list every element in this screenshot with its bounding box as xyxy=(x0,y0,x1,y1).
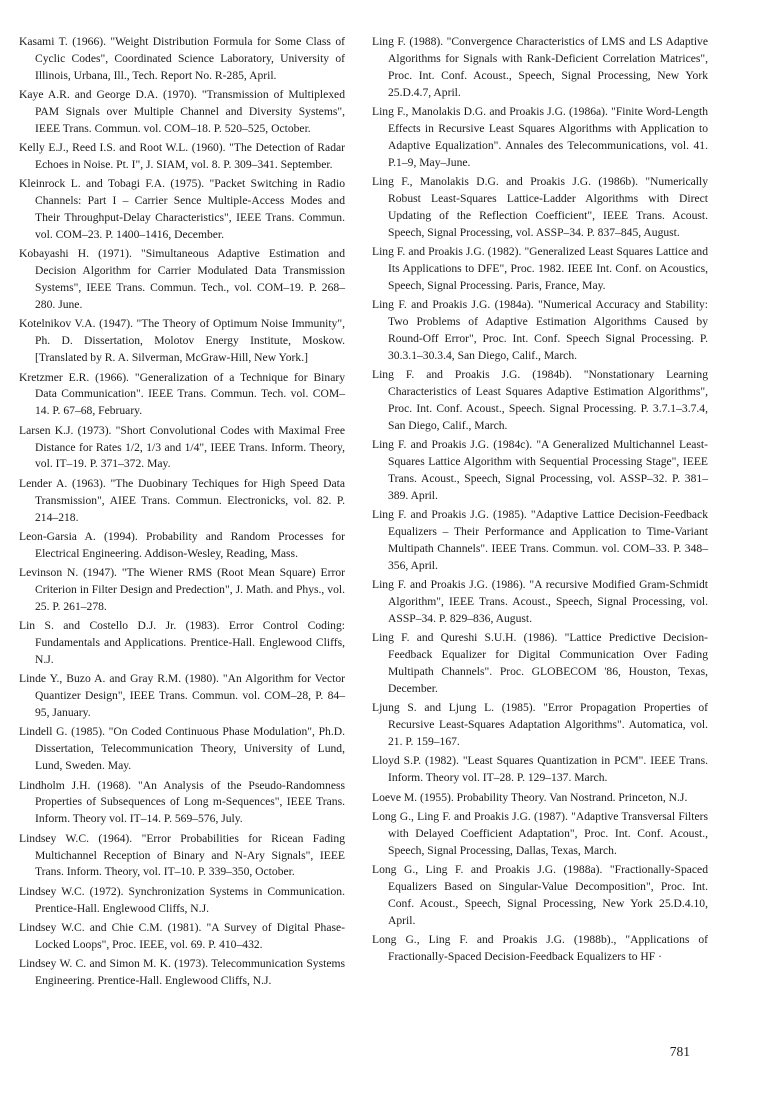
reference-entry: Lin S. and Costello D.J. Jr. (1983). Error Control Coding: Fundamentals and Applications. Prentice-Hall. Englewood Cliffs, N.J. xyxy=(19,619,345,667)
reference-column-right xyxy=(372,34,708,968)
reference-entry: Kleinrock L. and Tobagi F.A. (1975). "Packet Switching in Radio Channels: Part I – Carrier Sence Multiple-Access Modes and Their Throughput-Delay Characteristics", IEEE Trans. Commun. vol. COM–23. P. 1400–1416, December. xyxy=(19,177,345,242)
reference-entry: Loeve M. (1955). Probability Theory. Van Nostrand. Princeton, N.J. xyxy=(372,790,688,804)
reference-entry: Long G., Ling F. and Proakis J.G. (1988a). "Fractionally-Spaced Equalizers Based on Singular-Value Decomposition", Proc. Int. Conf. Acoust., Speech, Signal Processing, New York 25.D.4.10, April. xyxy=(372,863,708,927)
reference-entry: Lender A. (1963). "The Duobinary Techiques for High Speed Data Transmission", AIEE Trans. Commun. Electronicks, vol. 82. P. 214–218. xyxy=(19,476,345,524)
reference-entry: Kotelnikov V.A. (1947). "The Theory of Optimum Noise Immunity", Ph. D. Dissertation, Molotov Energy Institute, Moskow. [Translated by R. A. Silverman, McGraw-Hill, New York.] xyxy=(19,317,345,365)
reference-entry: Lindholm J.H. (1968). "An Analysis of the Pseudo-Randomness Properties of Subsequences of Long m-Sequences", IEEE Trans. Inform. Theory vol. IT–14. P. 569–576, July. xyxy=(19,778,345,826)
reference-entry: Linde Y., Buzo A. and Gray R.M. (1980). "An Algorithm for Vector Quantizer Design", IEEE Trans. Commun. vol. COM–28, P. 84–95, January. xyxy=(19,672,345,720)
reference-entry: Lindsey W.C. (1964). "Error Probabilities for Ricean Fading Multichannel Reception of Binary and N-Ary Signals", IEEE Trans. Inform. Theory, vol. IT–10. P. 339–350, October. xyxy=(19,831,345,879)
reference-entry: Lloyd S.P. (1982). "Least Squares Quantization in PCM". IEEE Trans. Inform. Theory vol. IT–28. P. 129–137. March. xyxy=(372,754,708,785)
reference-entry: Lindell G. (1985). "On Coded Continuous Phase Modulation", Ph.D. Dissertation, Telecommunication Theory, University of Lund, Lund, Sweden. May. xyxy=(19,725,345,773)
reference-entry: Kretzmer E.R. (1966). "Generalization of a Technique for Binary Data Communication". IEEE Trans. Commun. Tech. vol. COM–14. P. 67–68, February. xyxy=(19,370,345,418)
reference-column-left xyxy=(19,34,345,992)
reference-entry: Ling F. and Proakis J.G. (1985). "Adaptive Lattice Decision-Feedback Equalizers – Their Performance and Application to Time-Variant Multipath Channels". IEEE Trans. Commun. vol. COM–33. P. 348–356, April. xyxy=(372,508,708,572)
reference-entry: Levinson N. (1947). "The Wiener RMS (Root Mean Square) Error Criterion in Filter Design and Predection", J. Math. and Phys., vol. 25. P. 261–278. xyxy=(19,566,345,613)
reference-entry: Lindsey W.C. (1972). Synchronization Systems in Communication. Prentice-Hall. Englewood Cliffs, N.J. xyxy=(19,884,345,915)
reference-entry: Ling F., Manolakis D.G. and Proakis J.G. (1986a). "Finite Word-Length Effects in Recursive Least Squares Algorithms with Application to Adaptive Equalization". Annales des Telecommunications, vol. 41. P.1–9, May–June. xyxy=(372,105,708,169)
page-number: 781 xyxy=(669,1044,690,1059)
reference-entry: Lindsey W.C. and Chie C.M. (1981). "A Survey of Digital Phase-Locked Loops", Proc. IEEE, vol. 69. P. 410–432. xyxy=(19,920,345,951)
reference-entry: Ling F., Manolakis D.G. and Proakis J.G. (1986b). "Numerically Robust Least-Squares Lattice-Ladder Algorithms with Direct Updating of the Reflection Coefficient", IEEE Trans. Acoust. Speech, Signal Processing, vol. ASSP–34. P. 837–845, August. xyxy=(372,175,708,239)
reference-entry: Ling F. and Proakis J.G. (1984c). "A Generalized Multichannel Least-Squares Lattice Algorithm with Sequential Processing Stage", IEEE Trans. Acoust., Speech, Signal Processing, vol. ASSP–32. P. 381–389. April. xyxy=(372,438,708,502)
reference-entry: Leon-Garsia A. (1994). Probability and Random Processes for Electrical Engineering. Addison-Wesley, Reading, Mass. xyxy=(19,529,345,560)
reference-entry: Lindsey W. C. and Simon M. K. (1973). Telecommunication Systems Engineering. Prentice-Hall. Englewood Cliffs, N.J. xyxy=(19,957,345,988)
reference-entry: Long G., Ling F. and Proakis J.G. (1987). "Adaptive Transversal Filters with Delayed Coefficient Adaptation", Proc. Int. Conf. Acoust., Speech, Signal Processing, Dallas, Texas, March. xyxy=(372,809,708,857)
reference-entry: Ljung S. and Ljung L. (1985). "Error Propagation Properties of Recursive Least-Squares Adaptation Algorithms". Automatica, vol. 21. P. 159–167. xyxy=(372,701,708,749)
reference-entry: Ling F. (1988). "Convergence Characteristics of LMS and LS Adaptive Algorithms for Signals with Rank-Deficient Correlation Matrices", Proc. Int. Conf. Acoust., Speech, Signal Processing, New York 25.D.4.7, April. xyxy=(372,35,708,99)
reference-entry: Kelly E.J., Reed I.S. and Root W.L. (1960). "The Detection of Radar Echoes in Noise. Pt. I", J. SIAM, vol. 8. P. 309–341. September. xyxy=(19,141,345,172)
reference-entry: Kasami T. (1966). "Weight Distribution Formula for Some Class of Cyclic Codes", Coordinated Science Laboratory, University of Illinois, Urbana, Ill., Tech. Report No. R-285, April. xyxy=(19,35,345,82)
reference-entry: Kobayashi H. (1971). "Simultaneous Adaptive Estimation and Decision Algorithm for Carrier Modulated Data Transmission Systems", IEEE Trans. Commun. Tech., vol. COM–19. P. 268–280. June. xyxy=(19,247,345,312)
reference-entry: Kaye A.R. and George D.A. (1970). "Transmission of Multiplexed PAM Signals over Multiple Channel and Diversity Systems", IEEE Trans. Commun. vol. COM–18. P. 520–525, October. xyxy=(19,88,345,135)
reference-entry: Long G., Ling F. and Proakis J.G. (1988b)., "Applications of Fractionally-Spaced Decision-Feedback Equalizers to HF · xyxy=(372,933,708,963)
reference-entry: Ling F. and Proakis J.G. (1984b). "Nonstationary Learning Characteristics of Least Squares Adaptive Estimation Algorithms", Proc. Int. Conf. Acoust., Speech. Signal Processing. P. 3.7.1–3.7.4, San Diego, Calif., March. xyxy=(372,368,708,432)
reference-entry: Larsen K.J. (1973). "Short Convolutional Codes with Maximal Free Distance for Rates 1/2, 1/3 and 1/4", IEEE Trans. Inform. Theory, vol. IT–19. P. 371–372. May. xyxy=(19,423,345,471)
reference-entry: Ling F. and Qureshi S.U.H. (1986). "Lattice Predictive Decision-Feedback Equalizer for Digital Communication Over Fading Multipath Channels". Proc. GLOBECOM '86, Houston, Texas, December. xyxy=(372,631,708,696)
reference-entry: Ling F. and Proakis J.G. (1986). "A recursive Modified Gram-Schmidt Algorithm", IEEE Trans. Acoust., Speech, Signal Processing, vol. ASSP–34. P. 829–836, August. xyxy=(372,578,708,626)
reference-entry: Ling F. and Proakis J.G. (1982). "Generalized Least Squares Lattice and Its Applications to DFE", Proc. 1982. IEEE Int. Conf. on Acoustics, Speech, Signal Processing. Paris, France, May. xyxy=(372,245,708,292)
reference-entry: Ling F. and Proakis J.G. (1984a). "Numerical Accuracy and Stability: Two Problems of Adaptive Estimation Algorithms Caused by Round-Off Error", Proc. Int. Conf. Speech Signal Processing. P. 30.3.1–30.3.4, San Diego, Calif., March. xyxy=(372,298,708,362)
